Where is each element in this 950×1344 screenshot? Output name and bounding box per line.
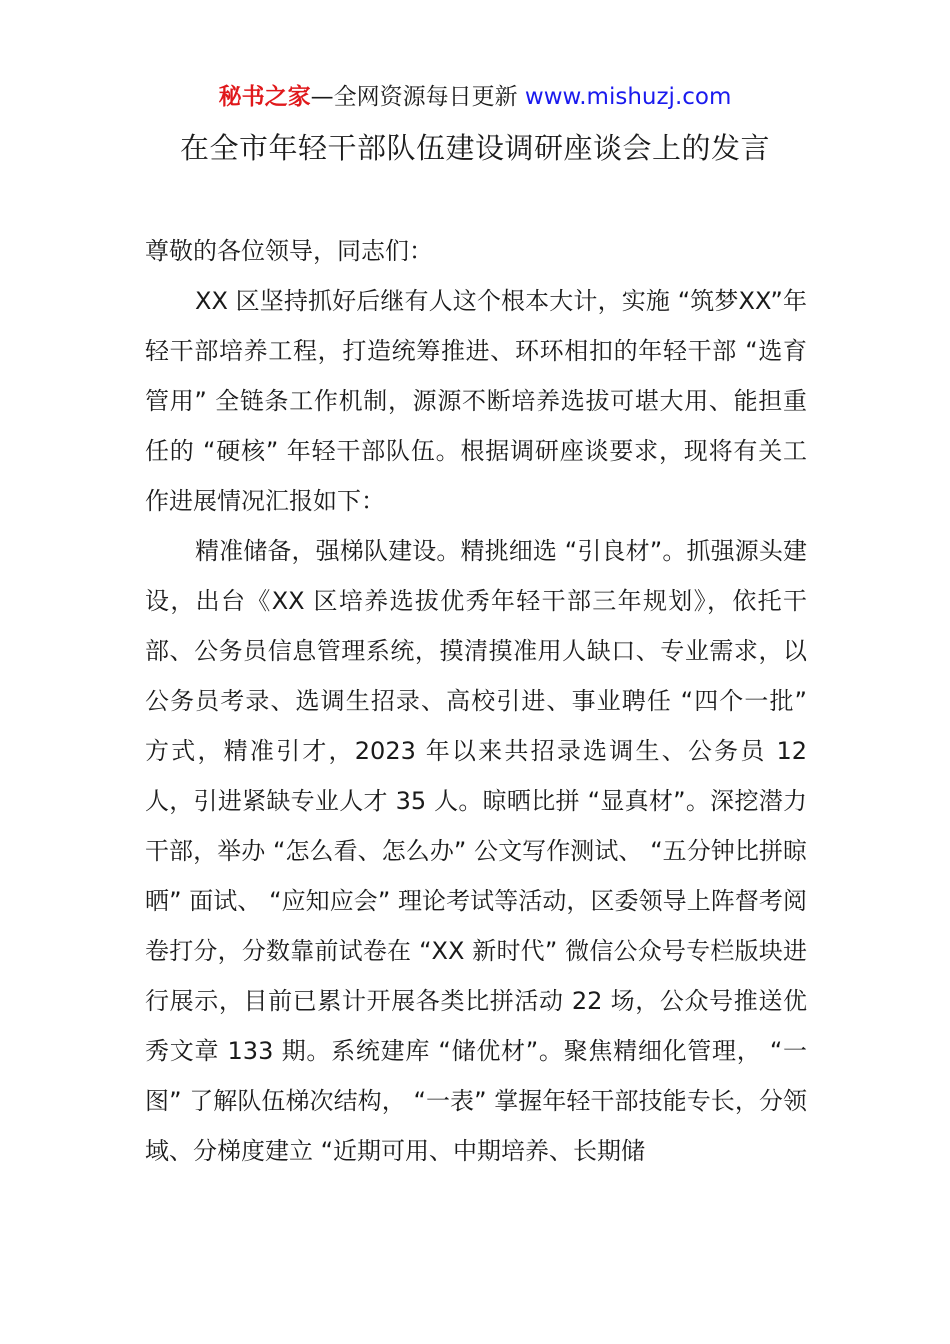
site-header bbox=[0, 80, 950, 114]
paragraph: 精准储备，强梯队建设。精挑细选 “引良材”。抓强源头建设，出台《XX 区培养选拔优秀年轻干部三年规划》，依托干部、公务员信息管理系统，摸清摸准用人缺口、专业需求，以公务员考录、选调生招录、高校引进、事业聘任 “四个一批” 方式，精准引才，2023 年以来共招录选调生、公务员 12 人，引进紧缺专业人才 35 人。晾晒比拼 “显真材”。深挖潜力干部，举办 “怎么看、怎么办” 公文写作测试、 “五分钟比拼晾晒” 面试、 “应知应会” 理论考试等活动，区委领导上阵督考阅卷打分，分数靠前试卷在 “XX 新时代” 微信公众号专栏版块进行展示，目前已累计开展各类比拼活动 22 场，公众号推送优秀文章 133 期。系统建库 “储优材”。聚焦精细化管理， “一图” 了解队伍梯次结构， “一表” 掌握年轻干部技能专长，分领域、分梯度建立 “近期可用、中期培养、长期储 bbox=[145, 537, 807, 1165]
paragraph: XX 区坚持抓好后继有人这个根本大计，实施 “筑梦XX”年轻干部培养工程，打造统筹推进、环环相扣的年轻干部 “选育管用” 全链条工作机制，源源不断培养选拔可堪大用、能担重任的 “硬核” 年轻干部队伍。根据调研座谈要求，现将有关工作进展情况汇报如下： bbox=[145, 287, 807, 515]
header-tagline: —全网资源每日更新 bbox=[310, 84, 525, 110]
site-link[interactable]: www.mishuzj.com bbox=[524, 84, 732, 110]
salutation: 尊敬的各位领导，同志们： bbox=[145, 237, 433, 265]
brand-name: 秘书之家 bbox=[218, 84, 311, 110]
document-title: 在全市年轻干部队伍建设调研座谈会上的发言 bbox=[179, 131, 770, 165]
document-body bbox=[145, 226, 807, 1176]
